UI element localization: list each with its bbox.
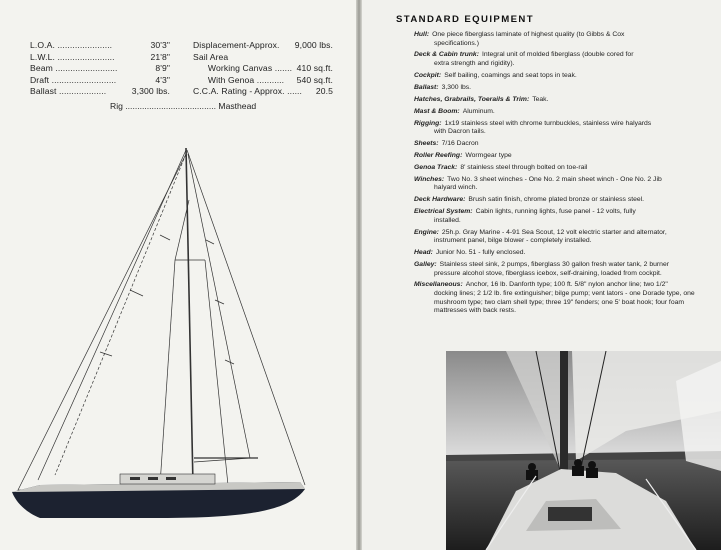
- spec-value: 20.5: [315, 86, 333, 97]
- equipment-text: Self bailing, coamings and seat tops in teak.: [444, 71, 577, 79]
- equipment-item: [414, 176, 706, 193]
- equipment-text: Integral unit of molded fiberglass (double cored for: [481, 51, 634, 59]
- equipment-text: Wormgear type: [465, 151, 512, 159]
- page-gutter: [356, 0, 362, 550]
- photo-hatch: [548, 507, 592, 521]
- shroud: [160, 260, 175, 485]
- equipment-key: Hull:: [414, 31, 430, 38]
- spec-value: 4'3": [155, 74, 170, 85]
- equipment-text-cont: pressure alcohol stove, fiberglass icebox, self-draining, loaded from cockpit.: [434, 269, 662, 277]
- equipment-key: Hatches, Grabrails, Toerails & Trim:: [414, 95, 530, 103]
- equipment-text: Brush satin finish, chrome plated bronze or stainless steel.: [468, 196, 645, 204]
- equipment-key: Sheets:: [414, 140, 439, 148]
- sailing-photo: [446, 351, 721, 550]
- equipment-key: Galley:: [414, 260, 437, 268]
- equipment-item: [414, 229, 706, 246]
- spec-value: 8'9": [155, 63, 170, 74]
- equipment-item: [414, 196, 706, 205]
- spec-row: [30, 63, 170, 75]
- spec-label: Ballast ...................: [30, 86, 107, 97]
- equipment-text: Two No. 3 sheet winches - One No. 2 main sheet winch - One No. 2 Jib: [447, 175, 662, 183]
- spec-row: [30, 52, 170, 64]
- spec-row: [193, 52, 333, 64]
- equipment-key: Cockpit:: [414, 71, 442, 79]
- equipment-key: Miscellaneous:: [414, 281, 463, 289]
- equipment-text: Teak.: [532, 95, 549, 103]
- equipment-text: Junior No. 51 - fully enclosed.: [435, 249, 526, 257]
- equipment-key: Rigging:: [414, 119, 442, 127]
- equipment-item: [414, 51, 706, 68]
- equipment-key: Head:: [414, 249, 433, 257]
- spec-label: Displacement-Approx.: [193, 40, 280, 50]
- equipment-item: [414, 31, 706, 48]
- equipment-key: Mast & Boom:: [414, 107, 460, 115]
- equipment-text-cont: specifications.): [434, 39, 479, 47]
- equipment-item: [414, 108, 706, 117]
- sail-plan-drawing: [0, 140, 330, 525]
- equipment-item: [414, 72, 706, 81]
- equipment-text-cont: installed.: [434, 216, 461, 224]
- equipment-key: Deck & Cabin trunk:: [414, 51, 479, 59]
- spec-value: 540 sq.ft.: [296, 74, 333, 85]
- rig-label: Rig ......................................: [110, 101, 217, 111]
- equipment-text: One piece fiberglass laminate of highest quality (to Gibbs & Cox: [432, 31, 625, 38]
- equipment-text: Anchor, 16 lb. Danforth type; 100 ft. 5/8" nylon anchor line; two 1/2": [465, 281, 668, 289]
- rig-spec: [110, 101, 300, 111]
- spec-value: 21'8": [150, 51, 170, 62]
- equipment-item: [414, 164, 706, 173]
- equipment-item: [414, 249, 706, 258]
- equipment-item: [414, 120, 706, 137]
- genoa-outline: [18, 154, 186, 492]
- spec-row: [193, 40, 333, 52]
- equipment-key: Deck Hardware:: [414, 196, 466, 204]
- jib-outline: [55, 154, 186, 475]
- batten: [100, 352, 112, 356]
- rig-value: Masthead: [218, 101, 257, 111]
- spec-row: [193, 86, 333, 98]
- specs-column-left: [30, 40, 170, 98]
- equipment-list: [414, 31, 706, 319]
- equipment-text: 3,300 lbs.: [441, 83, 472, 91]
- spec-label: Working Canvas .......: [193, 63, 293, 74]
- spec-label: Beam .........................: [30, 63, 118, 74]
- equipment-key: Ballast:: [414, 83, 439, 91]
- equipment-text-cont: instrument panel, bilge blower - completely installed.: [434, 237, 592, 245]
- equipment-key: Electrical System:: [414, 208, 473, 216]
- equipment-text: 7/16 Dacron: [441, 140, 479, 148]
- mast: [186, 148, 193, 485]
- equipment-key: Roller Reefing:: [414, 151, 463, 159]
- equipment-text: 25h.p. Gray Marine - 4-91 Sea Scout, 12 volt electric starter and alternator,: [441, 228, 667, 236]
- equipment-text-cont: docking lines; 2 1/2 lb. fire extinguisher; bilge pump; vent lators - one Dorade type, one mushroom type; two clam shell type; three 19" fenders; one 5' boat hook; four foam mattresses with back rests.: [434, 290, 695, 315]
- equipment-text: Stainless steel sink, 2 pumps, fiberglass 30 gallon fresh water tank, 2 burner: [439, 260, 669, 268]
- batten: [215, 300, 224, 304]
- spec-value: 3,300 lbs.: [131, 86, 170, 97]
- spec-label: C.C.A. Rating - Approx. ......: [193, 86, 303, 97]
- equipment-text-cont: halyard winch.: [434, 184, 478, 192]
- equipment-key: Winches:: [414, 175, 445, 183]
- spec-label: With Genoa ...........: [193, 74, 285, 85]
- spec-row: [30, 75, 170, 87]
- spec-row: [30, 40, 170, 52]
- batten: [225, 360, 234, 364]
- batten: [206, 240, 214, 244]
- spec-row: [193, 63, 333, 75]
- spec-row: [193, 75, 333, 87]
- equipment-item: [414, 140, 706, 149]
- equipment-text-cont: extra strength and rigidity).: [434, 60, 515, 68]
- spec-value: 30'3": [150, 40, 170, 50]
- equipment-item: [414, 208, 706, 225]
- spec-label: Draft ..........................: [30, 74, 117, 85]
- equipment-text-cont: with Dacron tails.: [434, 128, 486, 136]
- equipment-text: 8' stainless steel through bolted on toe-rail: [460, 163, 588, 171]
- spec-row: [30, 86, 170, 98]
- specs-column-right: [193, 40, 333, 98]
- batten: [130, 290, 143, 296]
- equipment-title: STANDARD EQUIPMENT: [396, 14, 535, 25]
- equipment-key: Genoa Track:: [414, 163, 458, 171]
- equipment-item: [414, 84, 706, 93]
- equipment-text: Aluminum.: [462, 107, 495, 115]
- spec-value: 9,000 lbs.: [294, 40, 333, 50]
- shroud: [175, 200, 189, 260]
- equipment-item: [414, 152, 706, 161]
- spec-label: L.W.L. .......................: [30, 51, 115, 62]
- spec-value: 410 sq.ft.: [296, 63, 333, 74]
- equipment-item: [414, 281, 706, 315]
- equipment-key: Engine:: [414, 228, 439, 236]
- batten: [160, 235, 170, 240]
- mainsail-outline: [188, 154, 250, 462]
- equipment-item: [414, 261, 706, 278]
- equipment-text: Cabin lights, running lights, fuse panel - 12 volts, fully: [475, 208, 636, 216]
- equipment-text: 1x19 stainless steel with chrome turnbuckles, stainless wire halyards: [444, 119, 652, 127]
- spec-label: L.O.A. ......................: [30, 40, 113, 50]
- backstay: [187, 150, 305, 485]
- cabin-portholes: [130, 477, 176, 480]
- equipment-item: [414, 96, 706, 105]
- spec-label: Sail Area: [193, 51, 229, 62]
